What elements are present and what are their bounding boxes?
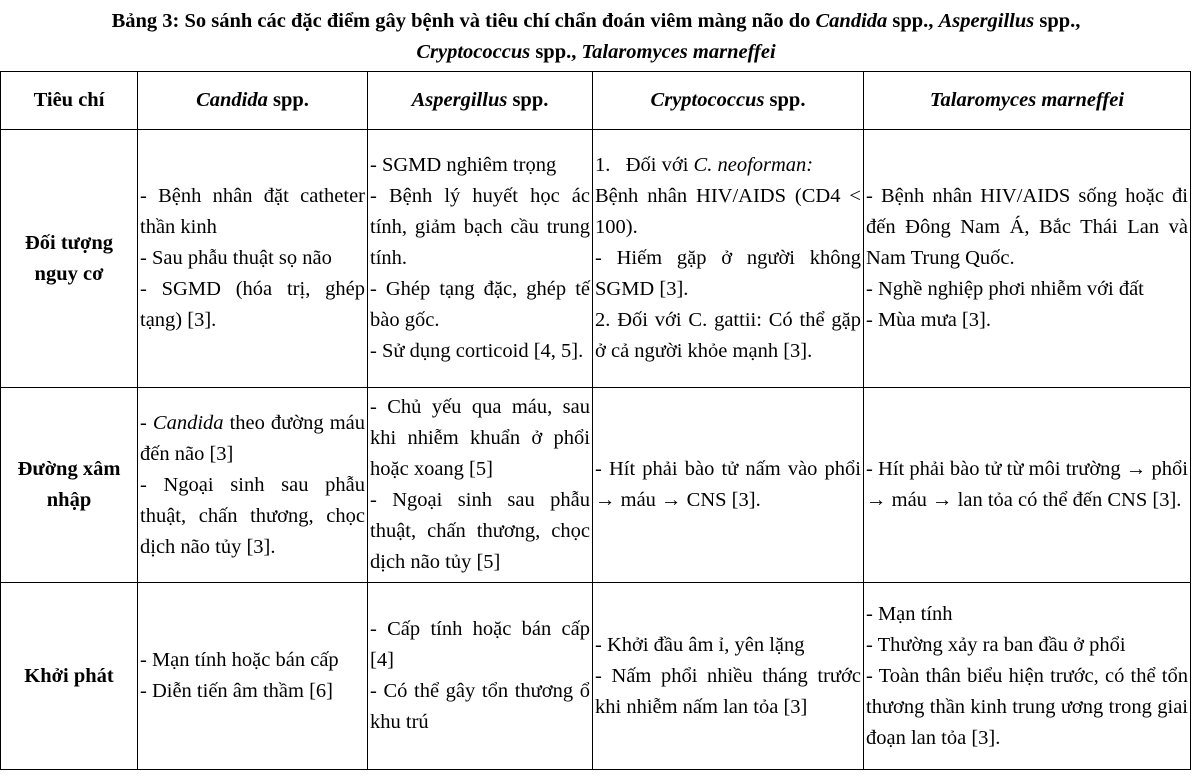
header-cryptococcus: Cryptococcus spp. bbox=[593, 72, 864, 130]
species-aspergillus: Aspergillus bbox=[938, 10, 1035, 32]
list-item: - Ngoại sinh sau phẫu thuật, chấn thương, chọc dịch não tủy [3]. bbox=[140, 473, 365, 558]
list-item: - SGMD nghiêm trọng bbox=[370, 154, 557, 176]
list-item: - Thường xảy ra ban đầu ở phổi bbox=[866, 633, 1126, 656]
list-item: - Hít phải bào tử nấm vào phổi → máu → CNS [3]. bbox=[595, 458, 861, 511]
list-item: Bệnh nhân HIV/AIDS (CD4 < 100). bbox=[595, 185, 861, 238]
list-item: - Hít phải bào tử từ môi trường → phổi → máu → lan tỏa có thể đến CNS [3]. bbox=[866, 458, 1188, 511]
table-row-onset bbox=[1, 583, 1191, 770]
aspergillus-cell bbox=[368, 583, 593, 770]
list-item: - Diễn tiến âm thầm [6] bbox=[140, 680, 333, 702]
header-candida: Candida spp. bbox=[138, 72, 368, 130]
candida-cell bbox=[138, 130, 368, 388]
list-item: - Chủ yếu qua máu, sau khi nhiễm khuẩn ở phổi hoặc xoang [5] bbox=[370, 396, 590, 480]
aspergillus-cell bbox=[368, 130, 593, 388]
candida-cell bbox=[138, 388, 368, 583]
list-item: - Mạn tính bbox=[866, 602, 953, 625]
aspergillus-cell bbox=[368, 388, 593, 583]
criteria-cell: Đường xâm nhập bbox=[1, 388, 138, 583]
list-item: - Bệnh nhân HIV/AIDS sống hoặc đi đến Đông Nam Á, Bắc Thái Lan và Nam Trung Quốc. bbox=[866, 185, 1188, 269]
list-item: - Sau phẫu thuật sọ não bbox=[140, 247, 332, 269]
cryptococcus-cell bbox=[593, 130, 864, 388]
list-item: - Ngoại sinh sau phẫu thuật, chấn thương, chọc dịch não tủy [5] bbox=[370, 489, 590, 573]
list-item: - Sử dụng corticoid [4, 5]. bbox=[370, 340, 584, 362]
species-cryptococcus: Cryptococcus bbox=[416, 41, 531, 63]
list-item: - Cấp tính hoặc bán cấp [4] bbox=[370, 618, 590, 671]
caption-line-1: Bảng 3: So sánh các đặc điểm gây bệnh và tiêu chí chẩn đoán viêm màng não do Candida spp., Aspergillus spp., bbox=[111, 10, 1081, 32]
species-candida: Candida bbox=[815, 10, 888, 32]
table-row-route-of-entry bbox=[1, 388, 1191, 583]
comparison-table bbox=[0, 71, 1191, 770]
talaromyces-cell bbox=[864, 583, 1191, 770]
list-item: - Bệnh nhân đặt catheter thần kinh bbox=[140, 185, 365, 238]
list-item: - Bệnh lý huyết học ác tính, giảm bạch cầu trung tính. bbox=[370, 185, 590, 269]
talaromyces-cell bbox=[864, 388, 1191, 583]
species-talaromyces: Talaromyces marneffei bbox=[581, 41, 776, 63]
candida-cell bbox=[138, 583, 368, 770]
list-item: - Nấm phổi nhiều tháng trước khi nhiễm nấm lan tỏa [3] bbox=[595, 664, 861, 718]
table-row-risk-groups bbox=[1, 130, 1191, 388]
cryptococcus-cell bbox=[593, 388, 864, 583]
criteria-cell: Khởi phát bbox=[1, 583, 138, 770]
header-row bbox=[1, 72, 1191, 130]
header-criteria: Tiêu chí bbox=[1, 72, 138, 130]
cryptococcus-cell bbox=[593, 583, 864, 770]
list-item: - Candida theo đường máu đến não [3] bbox=[140, 411, 365, 465]
list-item: - Ghép tạng đặc, ghép tế bào gốc. bbox=[370, 278, 590, 331]
criteria-cell: Đối tượng nguy cơ bbox=[1, 130, 138, 388]
header-aspergillus: Aspergillus spp. bbox=[368, 72, 593, 130]
list-item: - Nghề nghiệp phơi nhiễm với đất bbox=[866, 278, 1144, 300]
list-item: 2. Đối với C. gattii: Có thể gặp ở cả người khỏe mạnh [3]. bbox=[595, 309, 861, 362]
list-item: - Khởi đầu âm ỉ, yên lặng bbox=[595, 633, 805, 656]
header-talaromyces: Talaromyces marneffei bbox=[864, 72, 1191, 130]
list-item: 1. Đối với C. neoforman: bbox=[595, 154, 814, 176]
list-item: - Hiếm gặp ở người không SGMD [3]. bbox=[595, 247, 861, 300]
caption-line-2: Cryptococcus spp., Talaromyces marneffei bbox=[416, 41, 776, 63]
list-item: - SGMD (hóa trị, ghép tạng) [3]. bbox=[140, 278, 365, 331]
list-item: - Mạn tính hoặc bán cấp bbox=[140, 649, 339, 671]
talaromyces-cell bbox=[864, 130, 1191, 388]
list-item: - Mùa mưa [3]. bbox=[866, 309, 991, 331]
list-item: - Có thể gây tổn thương ổ khu trú bbox=[370, 680, 590, 733]
list-item: - Toàn thân biểu hiện trước, có thể tổn thương thần kinh trung ương trong giai đoạn lan tỏa [3]. bbox=[866, 664, 1188, 749]
table-caption bbox=[0, 6, 1192, 68]
